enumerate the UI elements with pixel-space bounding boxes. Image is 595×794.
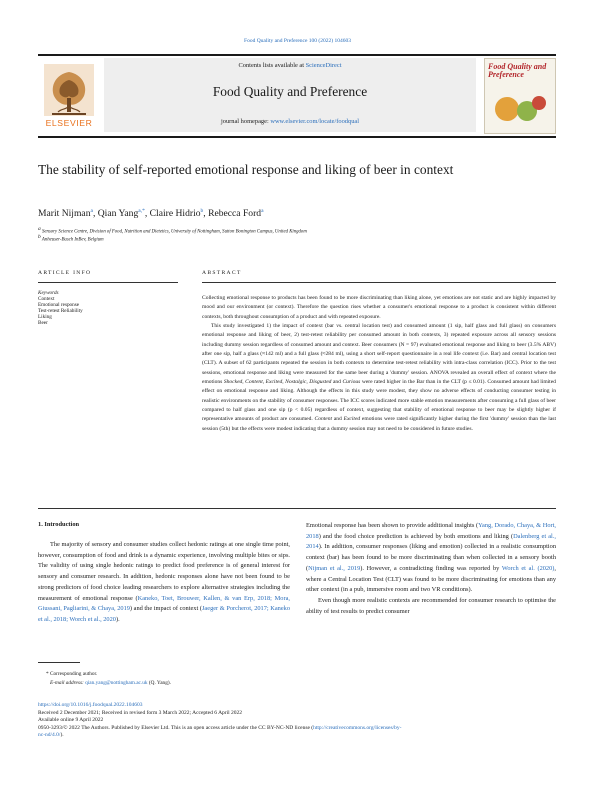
email-link[interactable]: qian.yang@nottingham.ac.uk (85, 680, 148, 686)
author-affiliation-marker[interactable]: a,* (138, 207, 145, 214)
keyword-item: Context (38, 296, 55, 303)
body-text-run: ). However, a contradicting finding was reported by (360, 564, 502, 572)
body-text-run: ) and the impact of context ( (129, 605, 202, 613)
keyword-item: Emotional response (38, 302, 80, 309)
homepage-prefix: journal homepage: (220, 118, 271, 125)
footnote-rule (38, 662, 80, 663)
homepage-link[interactable]: www.elsevier.com/locate/foodqual (270, 118, 359, 125)
body-text-run: ). (115, 616, 120, 624)
body-paragraph (306, 521, 556, 596)
introduction-right-column (306, 521, 556, 617)
license-line (38, 725, 558, 733)
keyword-item: Beer (38, 320, 48, 327)
abstract-emphasis: Content (314, 416, 333, 423)
abstract-text-run: and (332, 416, 344, 423)
body-paragraph: Even though more realistic contexts are recommended for consumer research to optimise the ability of test results to predict consumer (306, 597, 556, 615)
publication-info (38, 702, 558, 740)
abstract-text-run: emotions were rated significantly higher during the first 'dummy' session than the last session (5th) but the effects were modest indicating that a dummy session may not need to be considered in future studies. (202, 416, 556, 432)
author-list: Marit Nijman$^a$, Qian Yang$^{a,*}$, Claire Hidrio$^b$, Rebecca Ford$^a$ (38, 207, 264, 219)
affiliation-marker: a (38, 226, 41, 232)
body-text-run: , where a Central Location Test (CLT) was found to be more discriminating for emotions than any other context (in a pub, immersive room and two VR conditions). (306, 564, 556, 594)
article-title: The stability of self-reported emotional response and liking of beer in context (38, 162, 454, 177)
journal-header-center (104, 58, 476, 132)
body-text-run: Emotional response has been shown to provide additional insights ( (306, 522, 479, 529)
license-link[interactable]: http://creativecommons.org/licenses/by- (313, 724, 402, 731)
affiliation-b (38, 234, 558, 243)
article-info-heading: ARTICLE INFO (38, 270, 92, 276)
abstract-text-run: and (331, 379, 343, 386)
elsevier-logo (40, 60, 98, 132)
email-suffix: (Q. Yang). (147, 680, 171, 686)
author-affiliation-marker[interactable]: a (90, 207, 93, 214)
introduction-heading: 1. Introduction (38, 521, 80, 528)
citation-link[interactable]: Yang, Dorado, Chaya, & Hort, 2018 (306, 522, 556, 540)
introduction-left-column (38, 540, 290, 626)
abstract-emphasis: Shocked, Content, Excited, Nostalgic, Disgusted (223, 379, 332, 386)
abstract-body (202, 294, 556, 434)
abstract-text-run: This study investigated 1) the impact of context (bar vs. central location test) and consumed amount (1 sip, half glass and full glass) on consumers emotional response and liking of beer, 2) test-retest reliability per consumed amount in both contexts, 3) repeated exposure across all sensory sessions including dummy session regardless of consumed amount and context. Beer consumers (N = 97) evaluated emotional response and liking to beer (3.5% ABV) after one sip, half a glass (≈142 ml) and a full glass (≈284 ml), using a short self-report questionnaire in a real life context (i.e. Bar) and central location test (CLT). A subset of 62 participants repeated the session in both contexts to determine test-retest reliability with intra-class correlation (ICC). Prior to the test sessions, emotional response and liking were measured for the same beer during a 'dummy' session. ANOVA revealed an overall effect of context where the emotions (202, 323, 556, 386)
abstract-emphasis: Excited (343, 416, 361, 423)
license-prefix: 0950-3293/© 2022 The Authors. Published by Elsevier Ltd. This is an open access article under the CC BY-NC-ND license ( (38, 724, 314, 731)
corresponding-author-note: * Corresponding author. (46, 671, 98, 677)
email-note (50, 680, 570, 686)
contents-prefix: Contents lists available at (238, 62, 306, 69)
abstract-emphasis: Curious (342, 379, 361, 386)
body-text-run: ). In addition, consumer responses (liking and emotion) collected in a realistic consumption context (bar) has been found to be more discriminating than when collected in a sensory booth ( (306, 543, 556, 572)
license-suffix: ). (60, 732, 64, 739)
keyword-item: Test-retest Reliability (38, 308, 83, 315)
article-info-rule (38, 282, 178, 283)
keyword-item: Liking (38, 314, 52, 321)
keywords-block (38, 290, 178, 327)
citation-link[interactable]: Worch et al. (2020) (501, 564, 555, 572)
abstract-paragraph (202, 322, 556, 434)
cover-title: Food Quality and Preference (488, 62, 547, 79)
journal-title: Food Quality and Preference (212, 84, 368, 99)
journal-citation-line[interactable]: Food Quality and Preference 100 (2022) 104603 (244, 38, 351, 44)
author-name[interactable]: Claire Hidrio (149, 208, 201, 219)
received-dates: Received 2 December 2021; Received in revised form 3 March 2022; Accepted 6 April 2022 (38, 709, 243, 716)
citation-link[interactable]: Jaeger & Porcherot, 2017; Kaneko et al., 2018; Worch et al., 2020 (38, 605, 290, 624)
license-link-continued[interactable]: nc-nd/4.0/ (38, 732, 61, 739)
body-text-run: The majority of sensory and consumer studies collect hedonic ratings at one single time point, however, consumption of food and drink is a dynamic experience, involving multiple bites or sips. The validity of using single hedonic ratings to predict food preference is of general interest for sensory and consumer research. In addition, hedonic responses alone have not been found to be strong predictors of food choice leading researchers to explore alternative strategies including the measurement of emotional response ( (38, 541, 290, 602)
cover-artwork-icon (491, 91, 549, 127)
body-paragraph (38, 540, 290, 626)
affiliation-text: Anheuser-Busch InBev, Belgium (41, 237, 104, 243)
keywords-label: Keywords (38, 290, 59, 296)
license-line-continued (38, 732, 558, 740)
citation-link[interactable]: Kaneko, Toet, Brouwer, Kallen, & van Erp, 2018; Mora, Giussani, Pagliarini, & Chaya, 2019 (38, 594, 290, 613)
elsevier-wordmark: ELSEVIER (45, 118, 93, 128)
abstract-bottom-rule (38, 508, 556, 509)
abstract-paragraph: Collecting emotional response to products has been found to be more discriminating than liking alone, yet emotions are not static and are highly impacted by mood and our environment (or context). Therefore the question rises whether a consumer's emotional response to a product is consistent within different contexts, both throughout consumption of a product and with repeated exposure. (202, 295, 556, 320)
abstract-text-run: were rated higher in the Bar than in the CLT (p ≤ 0.01). Consumed amount had limited effect on emotional response and liking. Although the effects in this study were modest, they show no adverse effects of conducting consumer testing in realistic environments on the stability of consumer responses. The ICC scores indicated more stable emotion measurements after consuming a full glass of beer compared to half glass and one sip (p < 0.05) regardless of context, suggesting that stability of emotional response to beer may be slightly higher if representative amounts of product are consumed. (202, 379, 556, 423)
author-name[interactable]: Qian Yang (97, 208, 139, 219)
abstract-heading: ABSTRACT (202, 270, 242, 276)
available-online: Available online 9 April 2022 (38, 717, 104, 724)
body-text-run: ) and the food choice prediction is achieved by both emotions and liking ( (318, 532, 514, 540)
sciencedirect-link[interactable]: ScienceDirect (305, 62, 342, 69)
doi-link[interactable]: https://doi.org/10.1016/j.foodqual.2022.104603 (38, 702, 143, 708)
journal-homepage-line (104, 118, 476, 125)
author-name[interactable]: Rebecca Ford (208, 208, 262, 219)
email-label: E-mail address: (50, 680, 86, 686)
author-affiliation-marker[interactable]: a (261, 207, 264, 214)
affiliation-marker: b (38, 234, 41, 240)
contents-available-line (104, 62, 476, 69)
journal-header (38, 54, 556, 138)
affiliation-a (38, 226, 558, 235)
abstract-rule (202, 282, 556, 283)
citation-link[interactable]: Nijman et al., 2019 (308, 564, 361, 572)
author-affiliation-marker[interactable]: b (200, 207, 204, 214)
journal-cover-thumbnail (484, 58, 556, 134)
affiliation-text: Sensory Science Centre, Division of Food, Nutrition and Dietetics, University of Nottingham, Sutton Bonington Campus, United Kingdom (41, 229, 307, 235)
author-name[interactable]: Marit Nijman (38, 208, 91, 219)
citation-link[interactable]: Dalenberg et al., 2014 (306, 532, 556, 551)
